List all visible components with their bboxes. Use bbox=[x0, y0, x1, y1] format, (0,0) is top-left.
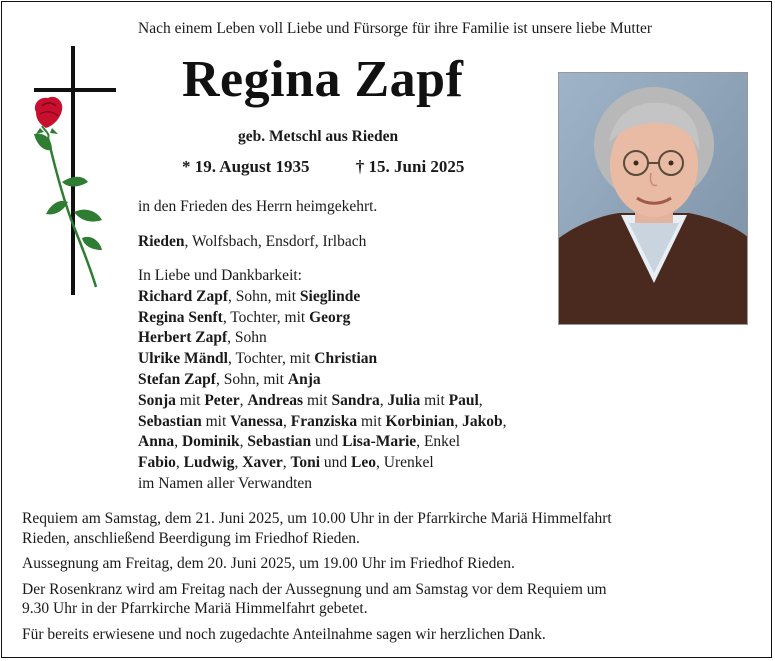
mourner-name: Sieglinde bbox=[299, 287, 361, 305]
mourner-line bbox=[138, 370, 507, 391]
mourner-name: Regina Senft bbox=[138, 308, 223, 326]
service-details bbox=[22, 509, 762, 644]
mourner-relation: , bbox=[478, 391, 483, 409]
deceased-name: Regina Zapf bbox=[182, 51, 464, 108]
mourners-list bbox=[138, 266, 507, 492]
mourner-line bbox=[138, 349, 507, 370]
mourner-line bbox=[138, 308, 507, 329]
mourner-relation: , bbox=[239, 433, 248, 451]
birth-name-origin: geb. Metschl aus Rieden bbox=[238, 128, 399, 145]
rosenkranz-line-1: Der Rosenkranz wird am Freitag nach der Aussegnung und am Samstag vor dem Requiem um bbox=[22, 580, 607, 598]
mourner-relation: , bbox=[239, 391, 248, 409]
life-dates bbox=[182, 157, 464, 177]
mourner-name: Ludwig bbox=[183, 454, 235, 472]
mourner-relation: , Urenkel bbox=[376, 454, 434, 472]
mourner-name: Franziska bbox=[290, 412, 358, 430]
mourner-relation: , Enkel bbox=[416, 433, 461, 451]
mourner-name: Sebastian bbox=[138, 412, 202, 430]
mourner-relation: , bbox=[282, 454, 291, 472]
mourner-relation: mit bbox=[201, 412, 231, 430]
mourner-relation: , Tochter, mit bbox=[228, 350, 315, 368]
mourner-relation: mit bbox=[175, 391, 205, 409]
mourner-name: Andreas bbox=[247, 391, 304, 409]
mourner-name: Peter bbox=[204, 391, 240, 409]
aussegnung-line: Aussegnung am Freitag, dem 20. Juni 2025, um 19.00 Uhr im Friedhof Rieden. bbox=[22, 555, 515, 572]
mourner-line bbox=[138, 328, 507, 349]
mourner-line bbox=[138, 287, 507, 308]
mourner-name: Vanessa bbox=[230, 412, 284, 430]
mourner-name: Sonja bbox=[138, 391, 176, 409]
mourner-line bbox=[138, 453, 507, 474]
place-main: Rieden bbox=[138, 233, 185, 250]
death-date: † 15. Juni 2025 bbox=[355, 157, 465, 176]
mourner-name: Leo bbox=[351, 454, 377, 472]
mourner-name: Georg bbox=[309, 308, 351, 326]
mourner-relation: , bbox=[454, 412, 463, 430]
mourner-name: Anna bbox=[138, 433, 175, 451]
mourner-relation: , bbox=[283, 412, 291, 430]
mourner-relation: mit bbox=[357, 412, 386, 430]
mourner-relation: , Sohn, mit bbox=[228, 287, 300, 305]
thanks-line: Für bereits erwiesene und noch zugedachte Anteilnahme sagen wir herzlichen Dank. bbox=[22, 625, 546, 643]
mourner-line bbox=[138, 432, 507, 453]
homecoming-text: in den Frieden des Herrn heimgekehrt. bbox=[138, 198, 378, 215]
mourner-name: Sebastian bbox=[247, 433, 312, 451]
mourner-name: Dominik bbox=[181, 433, 240, 451]
mourner-line bbox=[138, 412, 507, 433]
requiem-line-1: Requiem am Samstag, dem 21. Juni 2025, um 10.00 Uhr in der Pfarrkirche Mariä Himmelfahrt bbox=[22, 510, 612, 527]
mourners-intro: In Liebe und Dankbarkeit: bbox=[138, 267, 302, 284]
places-line bbox=[138, 232, 366, 253]
birth-date: * 19. August 1935 bbox=[182, 157, 310, 176]
mourner-name: Sandra bbox=[331, 391, 380, 409]
mourner-relation: und bbox=[320, 454, 352, 472]
mourner-name: Anja bbox=[287, 370, 321, 388]
mourner-relation: mit bbox=[303, 391, 332, 409]
mourner-name: Paul bbox=[448, 391, 479, 409]
mourner-name: Ulrike Mändl bbox=[138, 350, 228, 368]
mourner-name: Richard Zapf bbox=[138, 287, 228, 305]
mourner-relation: mit bbox=[420, 391, 449, 409]
mourner-name: Xaver bbox=[242, 454, 283, 472]
mourner-relation: , bbox=[379, 391, 388, 409]
places-rest: , Wolfsbach, Ensdorf, Irlbach bbox=[184, 233, 367, 250]
mourner-name: Stefan Zapf bbox=[138, 370, 216, 388]
mourner-name: Fabio bbox=[138, 454, 176, 472]
mourner-relation: , Tochter, mit bbox=[222, 308, 310, 326]
requiem-line-2: Rieden, anschließend Beerdigung im Friedhof Rieden. bbox=[22, 529, 360, 547]
mourner-relation: und bbox=[311, 433, 343, 451]
mourner-name: Korbinian bbox=[385, 412, 455, 430]
mourner-relation: , Sohn bbox=[227, 329, 267, 347]
mourner-name: Lisa-Marie bbox=[342, 433, 417, 451]
mourner-relation: , bbox=[174, 433, 182, 451]
mourner-name: Jakob bbox=[462, 412, 503, 430]
portrait-photo bbox=[558, 72, 748, 325]
mourner-name: Christian bbox=[314, 350, 378, 368]
mourner-name: Toni bbox=[290, 454, 321, 472]
mourner-relation: , bbox=[234, 454, 243, 472]
mourner-relation: , bbox=[175, 454, 184, 472]
mourner-line bbox=[138, 474, 507, 495]
obituary-notice bbox=[1, 1, 772, 658]
rosenkranz-line-2: 9.30 Uhr in der Pfarrkirche Mariä Himmelfahrt gebetet. bbox=[22, 600, 368, 617]
mourner-relation: im Namen aller Verwandten bbox=[138, 474, 313, 492]
mourner-name: Herbert Zapf bbox=[138, 329, 228, 347]
intro-text: Nach einem Leben voll Liebe und Fürsorge für ihre Familie ist unsere liebe Mutter bbox=[138, 20, 653, 37]
mourner-line bbox=[138, 391, 507, 412]
cross-with-rose-icon bbox=[22, 42, 132, 297]
mourner-name: Julia bbox=[387, 391, 421, 409]
mourner-relation: , bbox=[502, 412, 507, 430]
mourner-relation: , Sohn, mit bbox=[215, 370, 288, 388]
